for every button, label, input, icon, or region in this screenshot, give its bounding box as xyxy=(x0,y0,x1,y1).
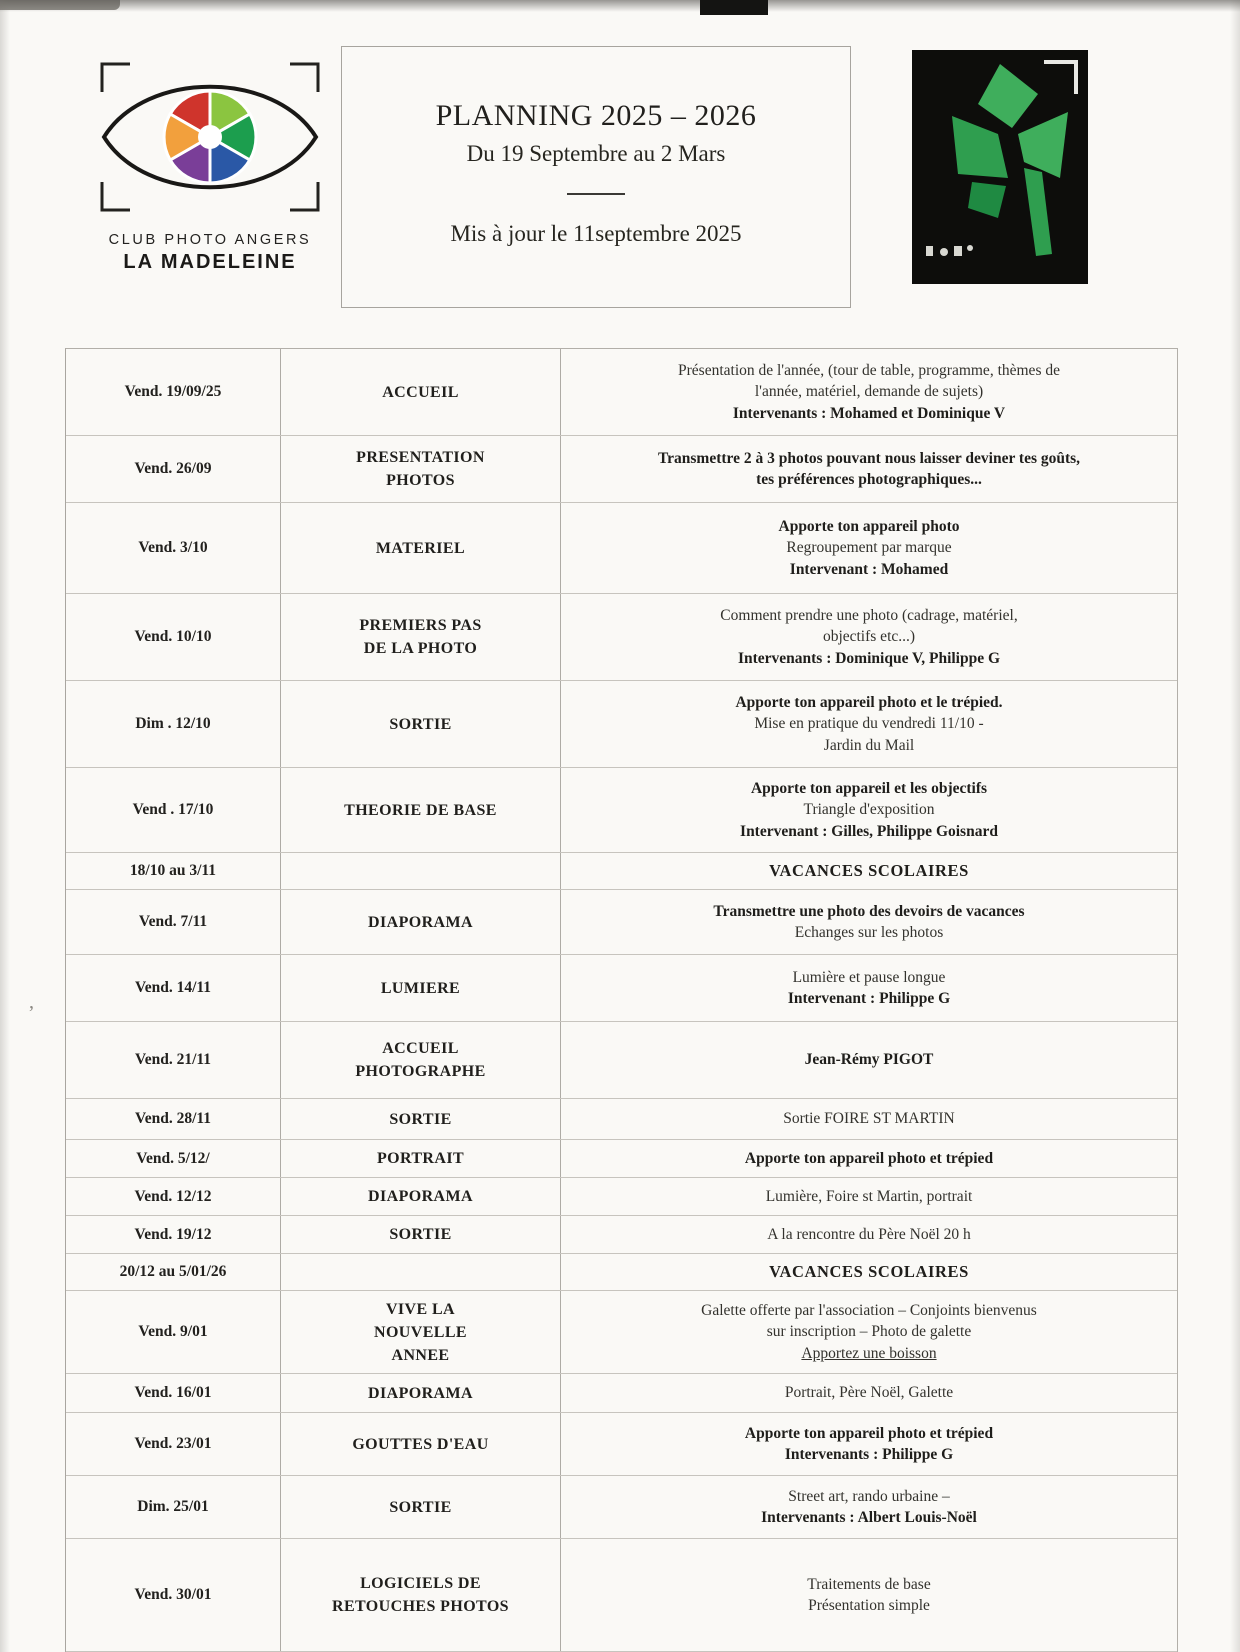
planning-table xyxy=(65,348,1178,1652)
planning-title-box xyxy=(341,46,851,308)
table-row xyxy=(66,503,1177,594)
title-cell: VIVE LA NOUVELLE ANNEE xyxy=(281,1291,561,1373)
date-cell: Vend. 16/01 xyxy=(66,1374,281,1412)
table-row xyxy=(66,1413,1177,1476)
table-row xyxy=(66,955,1177,1022)
title-cell: SORTIE xyxy=(281,1476,561,1538)
title-cell: PREMIERS PAS DE LA PHOTO xyxy=(281,594,561,680)
title-cell: ACCUEIL xyxy=(281,349,561,435)
description-cell: Apporte ton appareil photo et trépied xyxy=(744,1149,994,1167)
club-name-line2: LA MADELEINE xyxy=(123,251,297,273)
planning-title: PLANNING 2025 – 2026 xyxy=(435,99,757,132)
table-row xyxy=(66,768,1177,853)
scan-edge-left xyxy=(0,0,10,1652)
description-cell: Galette offerte par l'association – Conjoints bienvenus sur inscription – Photo de galette Apportez une boisson xyxy=(701,1301,1037,1362)
title-cell: MATERIEL xyxy=(281,503,561,593)
date-cell: Vend. 9/01 xyxy=(66,1291,281,1373)
divider-line xyxy=(567,193,625,195)
scan-edge-right xyxy=(1230,0,1240,1652)
date-cell: Vend. 3/10 xyxy=(66,503,281,593)
title-cell xyxy=(281,1254,561,1290)
description-cell: Jean-Rémy PIGOT xyxy=(804,1051,934,1069)
title-cell xyxy=(281,853,561,889)
description-cell: Présentation de l'année, (tour de table, programme, thèmes de l'année, matériel, demande de sujets) Intervenants : Mohamed et Dominique V xyxy=(678,361,1060,422)
description-cell: Lumière, Foire st Martin, portrait xyxy=(765,1187,973,1205)
title-cell: LOGICIELS DE RETOUCHES PHOTOS xyxy=(281,1539,561,1651)
date-cell: Vend. 28/11 xyxy=(66,1099,281,1139)
scan-edge-top xyxy=(0,0,1240,12)
date-cell: Vend. 26/09 xyxy=(66,436,281,502)
table-row xyxy=(66,853,1177,890)
description-cell: Apporte ton appareil photo et trépied Intervenants : Philippe G xyxy=(744,1424,994,1463)
table-row xyxy=(66,1539,1177,1652)
title-cell: GOUTTES D'EAU xyxy=(281,1413,561,1475)
date-cell: Vend. 23/01 xyxy=(66,1413,281,1475)
description-cell: Traitements de base Présentation simple xyxy=(807,1575,931,1614)
table-row xyxy=(66,1216,1177,1254)
title-cell: PORTRAIT xyxy=(281,1140,561,1177)
description-cell: VACANCES SCOLAIRES xyxy=(769,1262,969,1282)
description-cell: Lumière et pause longue Intervenant : Philippe G xyxy=(787,968,951,1007)
description-cell: A la rencontre du Père Noël 20 h xyxy=(767,1225,971,1243)
updated-date: Mis à jour le 11septembre 2025 xyxy=(450,221,742,246)
title-cell: DIAPORAMA xyxy=(281,1178,561,1215)
table-row xyxy=(66,1476,1177,1539)
date-cell: Vend. 14/11 xyxy=(66,955,281,1021)
description-cell: Street art, rando urbaine – Intervenants : Albert Louis-Noël xyxy=(761,1487,977,1526)
date-cell: Vend. 12/12 xyxy=(66,1178,281,1215)
date-cell: Vend. 30/01 xyxy=(66,1539,281,1651)
table-row xyxy=(66,1291,1177,1374)
scan-artifact-smudge xyxy=(0,0,120,10)
title-cell: DIAPORAMA xyxy=(281,890,561,954)
description-cell: Apporte ton appareil et les objectifs Triangle d'exposition Intervenant : Gilles, Philippe Goisnard xyxy=(740,779,998,840)
table-row xyxy=(66,1140,1177,1178)
title-cell: DIAPORAMA xyxy=(281,1374,561,1412)
title-cell: PRESENTATION PHOTOS xyxy=(281,436,561,502)
table-row xyxy=(66,594,1177,681)
date-cell: Vend. 19/09/25 xyxy=(66,349,281,435)
title-cell: LUMIERE xyxy=(281,955,561,1021)
title-cell: THEORIE DE BASE xyxy=(281,768,561,852)
table-row xyxy=(66,1022,1177,1099)
table-row xyxy=(66,890,1177,955)
club-logo-block xyxy=(82,52,338,274)
table-row xyxy=(66,436,1177,503)
scan-artifact-bar xyxy=(700,0,768,15)
date-cell: Dim. 25/01 xyxy=(66,1476,281,1538)
title-cell: ACCUEIL PHOTOGRAPHE xyxy=(281,1022,561,1098)
date-cell: Vend. 19/12 xyxy=(66,1216,281,1253)
title-cell: SORTIE xyxy=(281,1099,561,1139)
date-cell: Vend. 21/11 xyxy=(66,1022,281,1098)
date-cell: Vend. 10/10 xyxy=(66,594,281,680)
club-photo-eye-logo xyxy=(88,52,332,222)
table-row xyxy=(66,1099,1177,1140)
date-cell: Vend. 7/11 xyxy=(66,890,281,954)
description-cell: Portrait, Père Noël, Galette xyxy=(784,1384,954,1402)
date-cell: 20/12 au 5/01/26 xyxy=(66,1254,281,1290)
table-row xyxy=(66,1254,1177,1291)
planning-date-range: Du 19 Septembre au 2 Mars xyxy=(466,141,726,166)
aperture-center xyxy=(198,125,222,149)
date-cell: Vend . 17/10 xyxy=(66,768,281,852)
title-cell: SORTIE xyxy=(281,681,561,767)
scan-artifact-mark: ’ xyxy=(28,1002,35,1024)
partner-logo xyxy=(912,50,1088,284)
club-name-line1: CLUB PHOTO ANGERS xyxy=(108,232,312,248)
title-cell: SORTIE xyxy=(281,1216,561,1253)
description-cell: Apporte ton appareil photo Regroupement par marque Intervenant : Mohamed xyxy=(778,517,960,578)
description-cell: Transmettre 2 à 3 photos pouvant nous laisser deviner tes goûts, tes préférences photographiques... xyxy=(657,449,1081,488)
date-cell: 18/10 au 3/11 xyxy=(66,853,281,889)
description-cell: VACANCES SCOLAIRES xyxy=(769,861,969,881)
date-cell: Dim . 12/10 xyxy=(66,681,281,767)
description-cell: Comment prendre une photo (cadrage, matériel, objectifs etc...) Intervenants : Dominique V, Philippe G xyxy=(720,606,1018,667)
description-cell: Apporte ton appareil photo et le trépied. Mise en pratique du vendredi 11/10 - Jardin du Mail xyxy=(735,693,1003,754)
table-row xyxy=(66,681,1177,768)
table-row xyxy=(66,349,1177,436)
description-cell: Transmettre une photo des devoirs de vacances Echanges sur les photos xyxy=(713,902,1025,941)
date-cell: Vend. 5/12/ xyxy=(66,1140,281,1177)
planning-table-body xyxy=(66,349,1177,1652)
table-row xyxy=(66,1374,1177,1413)
description-cell: Sortie FOIRE ST MARTIN xyxy=(783,1110,955,1128)
table-row xyxy=(66,1178,1177,1216)
